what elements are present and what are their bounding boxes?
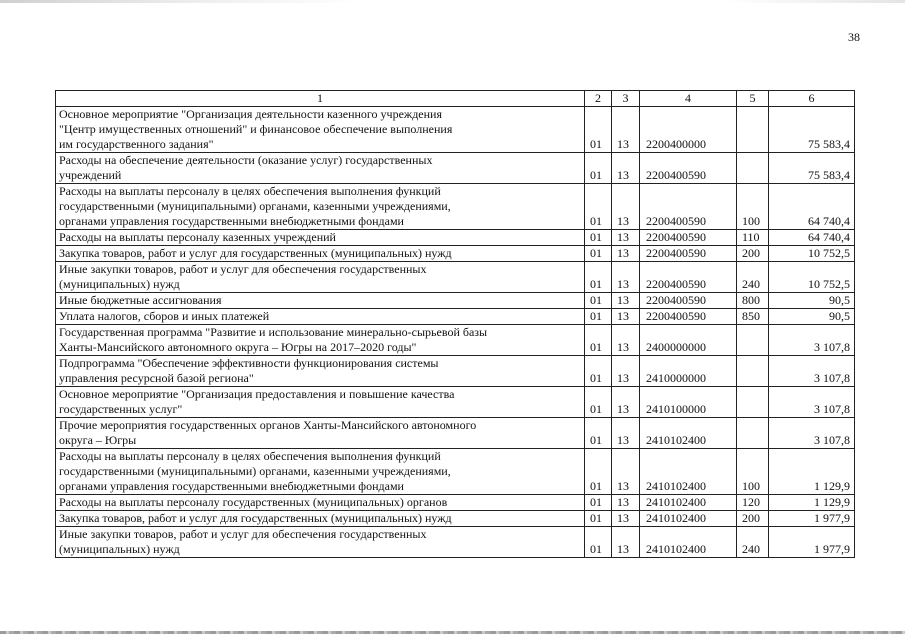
section-code-cell: 01 [585, 293, 612, 309]
expense-type-code-cell: 850 [737, 309, 769, 325]
expense-name-cell [56, 153, 585, 184]
expense-type-code-cell: 200 [737, 511, 769, 527]
table-row [56, 449, 855, 495]
table-row [56, 262, 855, 293]
expense-type-code-cell [737, 107, 769, 153]
table-row [56, 309, 855, 325]
table-row [56, 293, 855, 309]
expense-type-code-cell: 100 [737, 449, 769, 495]
expense-name-line: Основное мероприятие "Организация предоставления и повышение качества [59, 387, 455, 401]
table-row [56, 153, 855, 184]
amount-cell: 90,5 [769, 309, 855, 325]
section-code-cell: 01 [585, 309, 612, 325]
target-article-code-cell: 2410100000 [640, 387, 737, 418]
table-row [56, 387, 855, 418]
amount-cell: 1 977,9 [769, 527, 855, 558]
expense-name-line: Уплата налогов, сборов и иных платежей [59, 309, 270, 323]
expense-name-cell [56, 309, 585, 325]
target-article-code-cell: 2410102400 [640, 495, 737, 511]
expense-type-code-cell: 240 [737, 262, 769, 293]
scan-edge-bottom [0, 631, 905, 634]
subsection-code-cell: 13 [612, 293, 640, 309]
expense-name-line: органами управления государственными внебюджетными фондами [59, 214, 404, 228]
expense-name-cell [56, 511, 585, 527]
expense-name-cell [56, 325, 585, 356]
amount-cell: 3 107,8 [769, 325, 855, 356]
expense-type-code-cell: 800 [737, 293, 769, 309]
target-article-code-cell: 2200400590 [640, 230, 737, 246]
target-article-code-cell: 2200400590 [640, 246, 737, 262]
amount-cell: 1 977,9 [769, 511, 855, 527]
amount-cell: 75 583,4 [769, 153, 855, 184]
subsection-code-cell: 13 [612, 309, 640, 325]
subsection-code-cell: 13 [612, 495, 640, 511]
table-row [56, 230, 855, 246]
expense-name-line: управления ресурсной базой региона" [59, 371, 254, 385]
table-row [56, 495, 855, 511]
section-code-cell: 01 [585, 107, 612, 153]
subsection-code-cell: 13 [612, 246, 640, 262]
expense-name-line: Иные закупки товаров, работ и услуг для обеспечения государственных [59, 262, 427, 276]
target-article-code-cell: 2410102400 [640, 449, 737, 495]
expense-name-line: (муниципальных) нужд [59, 542, 180, 556]
column-header-6: 6 [769, 91, 855, 107]
table-row [56, 418, 855, 449]
subsection-code-cell: 13 [612, 527, 640, 558]
expense-name-line: Иные бюджетные ассигнования [59, 293, 222, 307]
section-code-cell: 01 [585, 184, 612, 230]
expense-name-cell [56, 418, 585, 449]
expense-name-line: округа – Югры [59, 433, 137, 447]
section-code-cell: 01 [585, 153, 612, 184]
target-article-code-cell: 2410000000 [640, 356, 737, 387]
expense-name-line: Ханты-Мансийского автономного округа – Югры на 2017–2020 годы" [59, 340, 417, 354]
expense-name-line: Иные закупки товаров, работ и услуг для обеспечения государственных [59, 527, 427, 541]
section-code-cell: 01 [585, 527, 612, 558]
expense-name-line: Основное мероприятие "Организация деятельности казенного учреждения [59, 107, 442, 121]
section-code-cell: 01 [585, 325, 612, 356]
amount-cell: 75 583,4 [769, 107, 855, 153]
expense-name-line: органами управления государственными внебюджетными фондами [59, 479, 404, 493]
amount-cell: 10 752,5 [769, 262, 855, 293]
amount-cell: 90,5 [769, 293, 855, 309]
section-code-cell: 01 [585, 387, 612, 418]
column-header-2: 2 [585, 91, 612, 107]
expense-name-line: государственными (муниципальными) органами, казенными учреждениями, [59, 464, 451, 478]
subsection-code-cell: 13 [612, 449, 640, 495]
section-code-cell: 01 [585, 511, 612, 527]
expense-name-line: Расходы на выплаты персоналу в целях обеспечения выполнения функций [59, 184, 441, 198]
expense-type-code-cell [737, 387, 769, 418]
expense-name-line: Закупка товаров, работ и услуг для государственных (муниципальных) нужд [59, 246, 452, 260]
amount-cell: 64 740,4 [769, 184, 855, 230]
expense-type-code-cell [737, 325, 769, 356]
amount-cell: 1 129,9 [769, 449, 855, 495]
subsection-code-cell: 13 [612, 262, 640, 293]
expense-name-line: "Центр имущественных отношений" и финансовое обеспечение выполнения [59, 122, 453, 136]
column-header-5: 5 [737, 91, 769, 107]
table-row [56, 107, 855, 153]
target-article-code-cell: 2200400590 [640, 184, 737, 230]
table-row [56, 511, 855, 527]
amount-cell: 10 752,5 [769, 246, 855, 262]
expense-name-cell [56, 184, 585, 230]
expense-name-cell [56, 262, 585, 293]
amount-cell: 3 107,8 [769, 387, 855, 418]
section-code-cell: 01 [585, 449, 612, 495]
expense-name-cell [56, 293, 585, 309]
expense-name-cell [56, 107, 585, 153]
target-article-code-cell: 2200400590 [640, 293, 737, 309]
table-row [56, 246, 855, 262]
expense-name-cell [56, 387, 585, 418]
budget-table [55, 90, 855, 558]
target-article-code-cell: 2200400000 [640, 107, 737, 153]
table-row [56, 356, 855, 387]
subsection-code-cell: 13 [612, 325, 640, 356]
section-code-cell: 01 [585, 262, 612, 293]
table-row [56, 325, 855, 356]
expense-name-line: Закупка товаров, работ и услуг для государственных (муниципальных) нужд [59, 511, 452, 525]
expense-type-code-cell: 110 [737, 230, 769, 246]
subsection-code-cell: 13 [612, 356, 640, 387]
subsection-code-cell: 13 [612, 153, 640, 184]
expense-name-line: Подпрограмма "Обеспечение эффективности функционирования системы [59, 356, 439, 370]
subsection-code-cell: 13 [612, 184, 640, 230]
expense-name-line: Расходы на выплаты персоналу государственных (муниципальных) органов [59, 495, 448, 509]
target-article-code-cell: 2200400590 [640, 262, 737, 293]
amount-cell: 3 107,8 [769, 356, 855, 387]
target-article-code-cell: 2200400590 [640, 153, 737, 184]
expense-type-code-cell [737, 153, 769, 184]
expense-type-code-cell: 120 [737, 495, 769, 511]
section-code-cell: 01 [585, 356, 612, 387]
expense-type-code-cell: 200 [737, 246, 769, 262]
table-row [56, 184, 855, 230]
target-article-code-cell: 2410102400 [640, 527, 737, 558]
amount-cell: 1 129,9 [769, 495, 855, 511]
target-article-code-cell: 2400000000 [640, 325, 737, 356]
expense-name-cell [56, 495, 585, 511]
expense-name-cell [56, 449, 585, 495]
expense-name-line: учреждений [59, 168, 122, 182]
expense-name-cell [56, 230, 585, 246]
section-code-cell: 01 [585, 230, 612, 246]
section-code-cell: 01 [585, 418, 612, 449]
subsection-code-cell: 13 [612, 107, 640, 153]
table-header-row [56, 91, 855, 107]
amount-cell: 64 740,4 [769, 230, 855, 246]
expense-name-line: государственных услуг" [59, 402, 183, 416]
expense-name-cell [56, 356, 585, 387]
expense-type-code-cell [737, 418, 769, 449]
target-article-code-cell: 2200400590 [640, 309, 737, 325]
subsection-code-cell: 13 [612, 387, 640, 418]
expense-name-line: Расходы на обеспечение деятельности (оказание услуг) государственных [59, 153, 433, 167]
expense-name-line: им государственного задания" [59, 137, 214, 151]
expense-name-cell [56, 527, 585, 558]
target-article-code-cell: 2410102400 [640, 418, 737, 449]
expense-type-code-cell: 240 [737, 527, 769, 558]
column-header-1: 1 [56, 91, 585, 107]
expense-type-code-cell [737, 356, 769, 387]
section-code-cell: 01 [585, 495, 612, 511]
expense-name-line: Расходы на выплаты персоналу в целях обеспечения выполнения функций [59, 449, 441, 463]
expense-name-line: Государственная программа "Развитие и использование минерально-сырьевой базы [59, 325, 488, 339]
subsection-code-cell: 13 [612, 511, 640, 527]
expense-name-cell [56, 246, 585, 262]
expense-type-code-cell: 100 [737, 184, 769, 230]
table-body [56, 107, 855, 558]
page-number: 38 [848, 30, 860, 44]
target-article-code-cell: 2410102400 [640, 511, 737, 527]
expense-name-line: (муниципальных) нужд [59, 277, 180, 291]
expense-name-line: Расходы на выплаты персоналу казенных учреждений [59, 230, 336, 244]
amount-cell: 3 107,8 [769, 418, 855, 449]
expense-name-line: государственными (муниципальными) органами, казенными учреждениями, [59, 199, 451, 213]
section-code-cell: 01 [585, 246, 612, 262]
subsection-code-cell: 13 [612, 418, 640, 449]
column-header-3: 3 [612, 91, 640, 107]
subsection-code-cell: 13 [612, 230, 640, 246]
expense-name-line: Прочие мероприятия государственных органов Ханты-Мансийского автономного [59, 418, 477, 432]
scan-edge-top [0, 0, 905, 3]
table-row [56, 527, 855, 558]
column-header-4: 4 [640, 91, 737, 107]
